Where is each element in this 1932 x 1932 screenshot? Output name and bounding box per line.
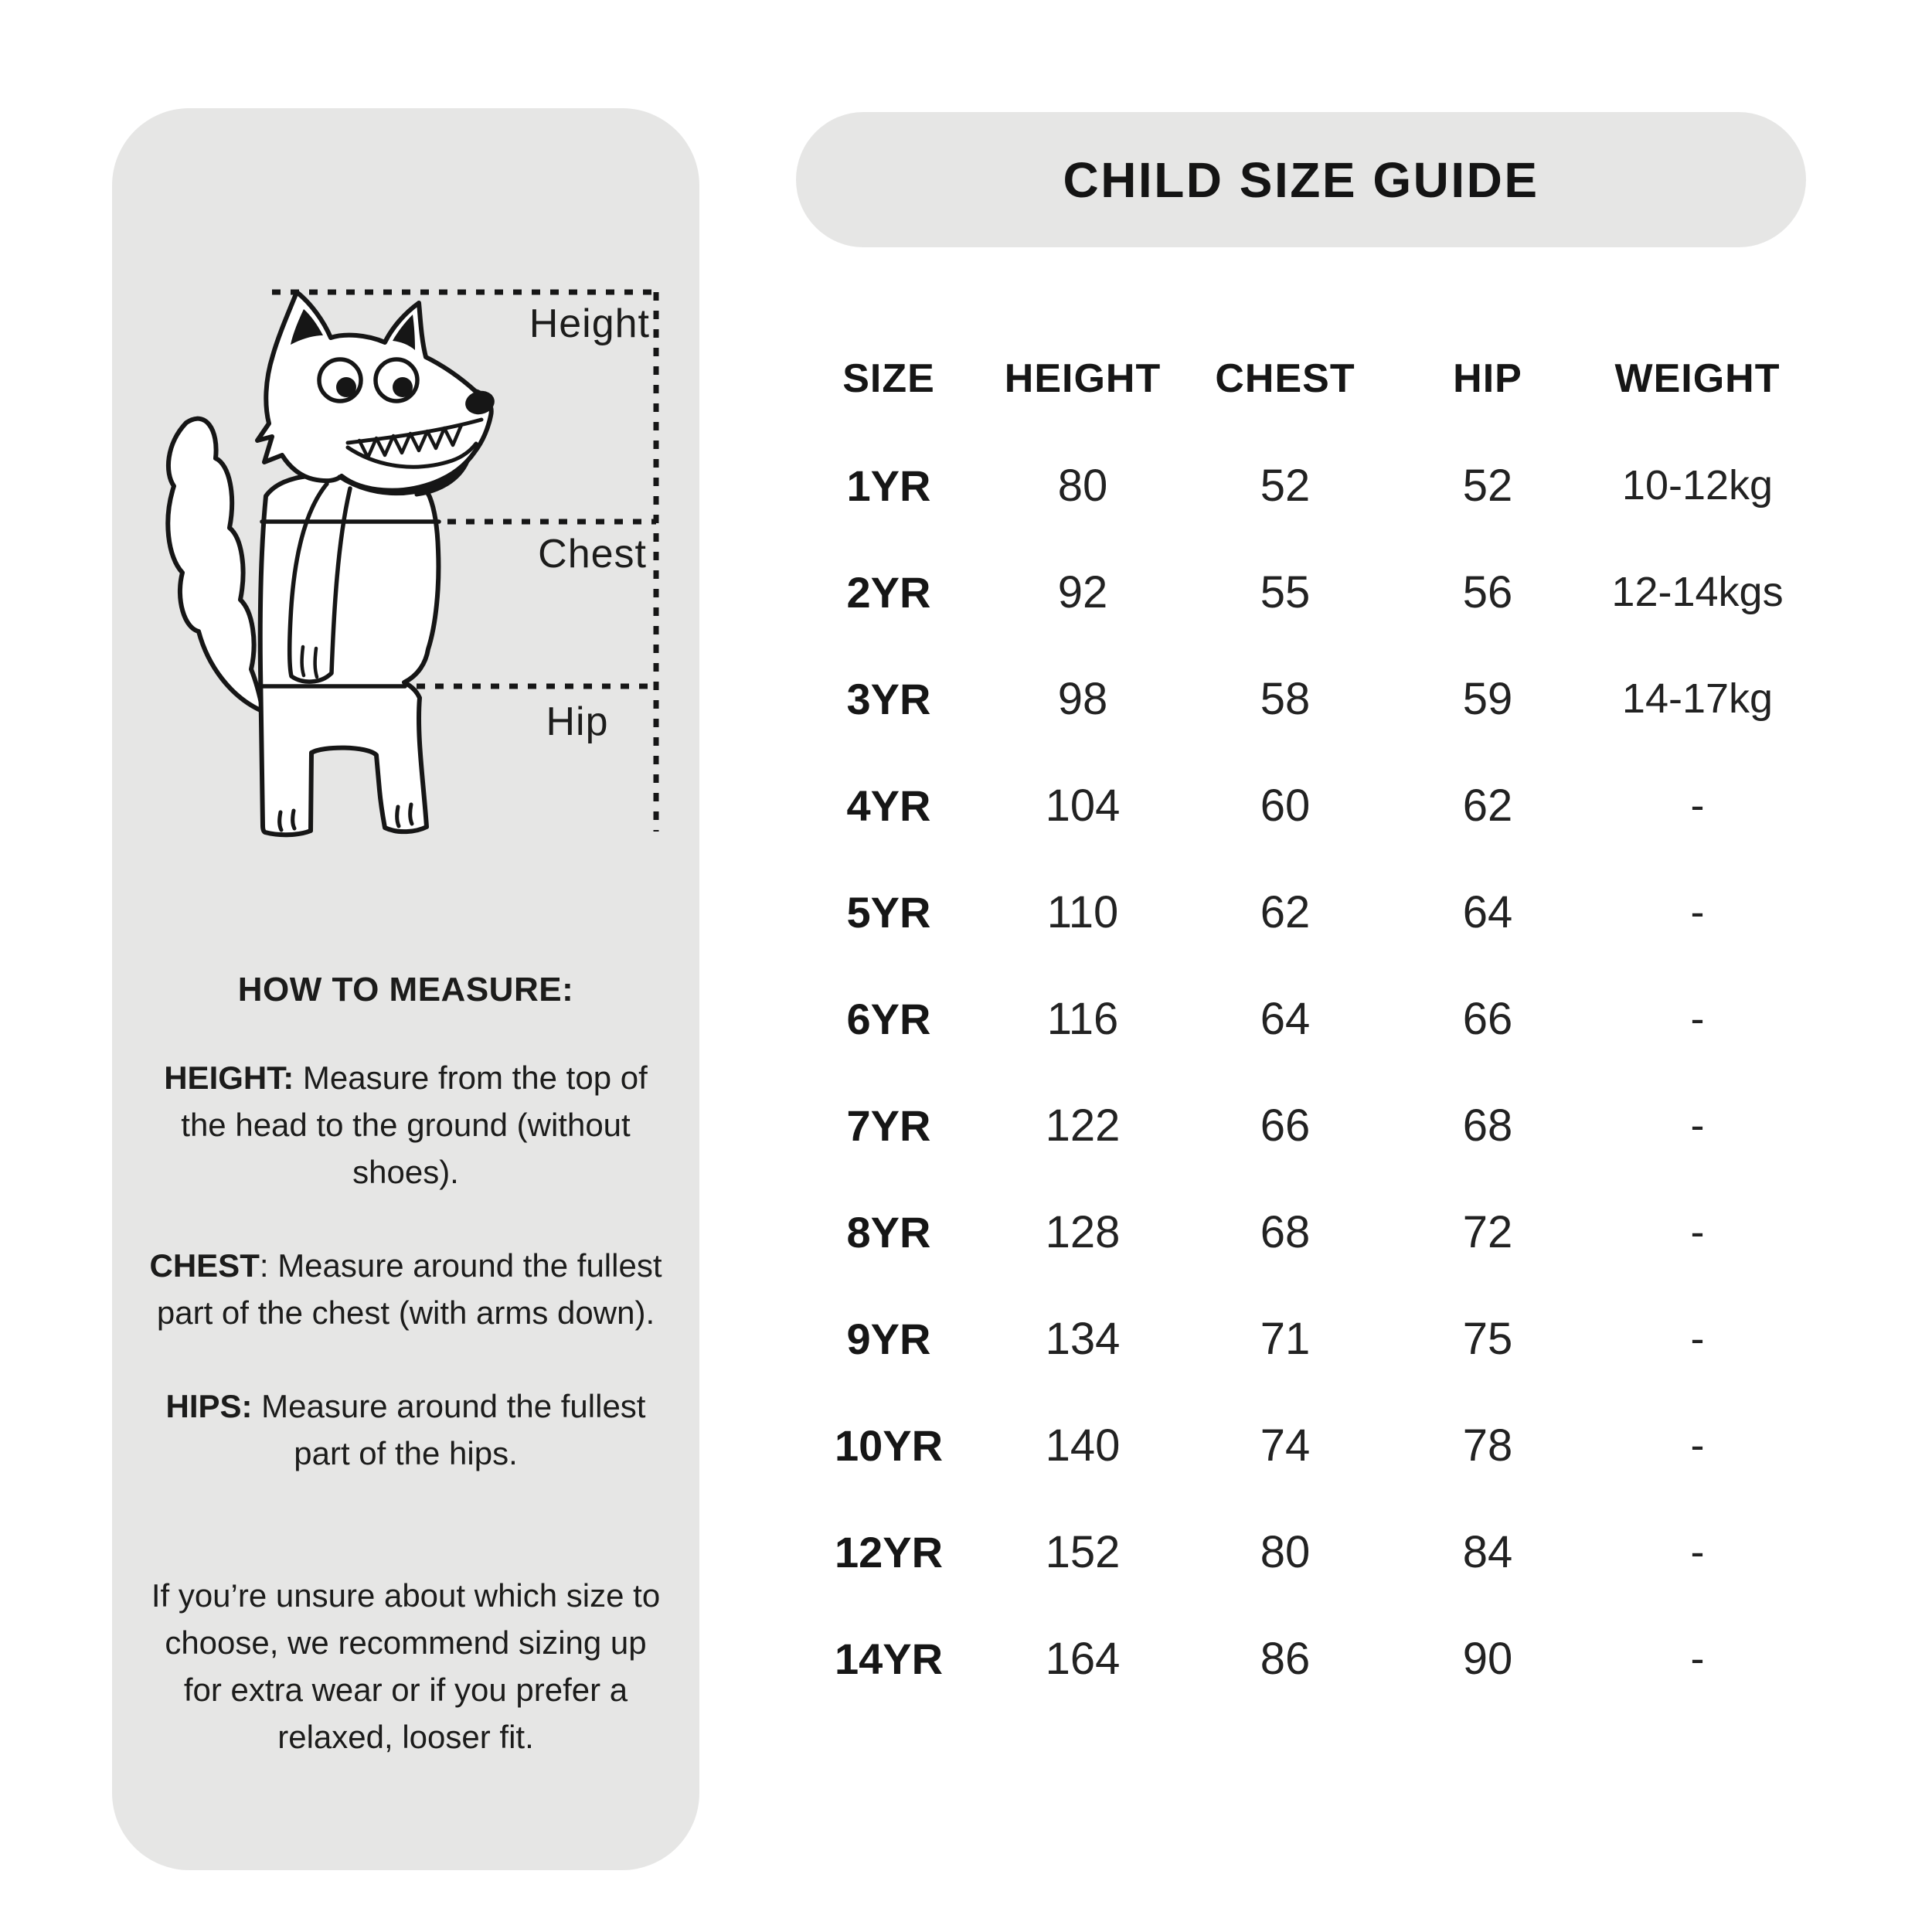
value-cell: 62	[1260, 886, 1311, 937]
size-cell: 8YR	[846, 1207, 931, 1257]
chest-instruction-label: CHEST	[149, 1247, 260, 1284]
value-cell: 74	[1260, 1420, 1311, 1471]
value-cell: 92	[1057, 566, 1108, 617]
height-label: Height	[529, 301, 650, 346]
value-cell: 66	[1462, 993, 1513, 1044]
value-cell: 110	[1046, 886, 1119, 937]
value-cell: 59	[1462, 673, 1513, 724]
size-cell: 2YR	[846, 567, 931, 617]
size-cell: 5YR	[846, 887, 931, 937]
column-header-hip: HIP	[1453, 356, 1522, 401]
value-cell: 134	[1045, 1313, 1121, 1364]
value-cell: 56	[1462, 566, 1513, 617]
hips-instruction-label: HIPS:	[165, 1388, 253, 1424]
page-title: CHILD SIZE GUIDE	[1063, 151, 1539, 208]
weight-cell: -	[1690, 1635, 1705, 1682]
wolf-measurement-diagram	[145, 278, 678, 842]
height-instruction-text: Measure from the top of the head to the ground (without shoes).	[181, 1060, 648, 1190]
column-header-size: SIZE	[842, 356, 935, 401]
chest-instruction	[143, 1242, 668, 1336]
weight-cell: -	[1690, 995, 1705, 1042]
value-cell: 80	[1057, 460, 1108, 511]
value-cell: 68	[1462, 1100, 1513, 1151]
value-cell: 104	[1045, 780, 1121, 831]
value-cell: 71	[1260, 1313, 1311, 1364]
wolf-pupil-left	[336, 377, 356, 397]
weight-cell: -	[1690, 782, 1705, 828]
measure-panel	[112, 108, 699, 1870]
value-cell: 60	[1260, 780, 1311, 831]
value-cell: 152	[1045, 1526, 1121, 1577]
weight-cell: -	[1690, 1209, 1705, 1255]
value-cell: 80	[1260, 1526, 1311, 1577]
value-cell: 62	[1462, 780, 1513, 831]
value-cell: 64	[1260, 993, 1311, 1044]
how-to-measure-heading: HOW TO MEASURE:	[237, 971, 574, 1009]
value-cell: 116	[1046, 993, 1119, 1044]
value-cell: 86	[1260, 1633, 1311, 1684]
height-instruction	[143, 1054, 668, 1196]
value-cell: 98	[1057, 673, 1108, 724]
value-cell: 128	[1045, 1206, 1121, 1257]
chest-label: Chest	[538, 532, 647, 577]
weight-cell: -	[1690, 1422, 1705, 1468]
size-cell: 3YR	[846, 674, 931, 723]
value-cell: 164	[1045, 1633, 1121, 1684]
value-cell: 52	[1260, 460, 1311, 511]
value-cell: 66	[1260, 1100, 1311, 1151]
size-cell: 9YR	[846, 1314, 931, 1363]
column-header-chest: CHEST	[1215, 356, 1355, 401]
wolf-pupil-right	[393, 377, 413, 397]
value-cell: 55	[1260, 566, 1311, 617]
weight-cell: 10-12kg	[1621, 462, 1774, 509]
size-cell: 10YR	[834, 1420, 944, 1470]
hip-label: Hip	[546, 699, 609, 744]
height-instruction-label: HEIGHT:	[164, 1060, 294, 1096]
value-cell: 68	[1260, 1206, 1311, 1257]
size-cell: 6YR	[846, 994, 931, 1043]
size-table	[796, 325, 1806, 1712]
size-cell: 1YR	[846, 461, 931, 510]
weight-cell: -	[1690, 1315, 1705, 1362]
weight-cell: 14-17kg	[1621, 675, 1774, 722]
value-cell: 75	[1462, 1313, 1513, 1364]
weight-cell: 12-14kgs	[1611, 569, 1784, 615]
value-cell: 58	[1260, 673, 1311, 724]
hips-instruction-text: Measure around the fullest part of the hips.	[252, 1388, 646, 1471]
value-cell: 90	[1462, 1633, 1513, 1684]
value-cell: 78	[1462, 1420, 1513, 1471]
value-cell: 84	[1462, 1526, 1513, 1577]
size-cell: 7YR	[846, 1100, 931, 1150]
column-header-weight: WEIGHT	[1614, 356, 1781, 401]
weight-cell: -	[1690, 1102, 1705, 1148]
size-cell: 12YR	[834, 1527, 944, 1577]
weight-cell: -	[1690, 1529, 1705, 1575]
wolf-tail	[168, 419, 263, 711]
chest-instruction-text: : Measure around the fullest part of the chest (with arms down).	[156, 1247, 662, 1331]
size-cell: 4YR	[846, 781, 931, 830]
column-header-height: HEIGHT	[1004, 356, 1162, 401]
value-cell: 72	[1462, 1206, 1513, 1257]
value-cell: 52	[1462, 460, 1513, 511]
value-cell: 140	[1045, 1420, 1121, 1471]
value-cell: 122	[1045, 1100, 1121, 1151]
size-cell: 14YR	[834, 1634, 944, 1683]
value-cell: 64	[1462, 886, 1513, 937]
sizing-note: If you’re unsure about which size to choose, we recommend sizing up for extra wear or if you prefer a relaxed, looser fit.	[151, 1577, 661, 1755]
title-banner	[796, 112, 1806, 247]
hips-instruction	[143, 1383, 668, 1477]
weight-cell: -	[1690, 889, 1705, 935]
